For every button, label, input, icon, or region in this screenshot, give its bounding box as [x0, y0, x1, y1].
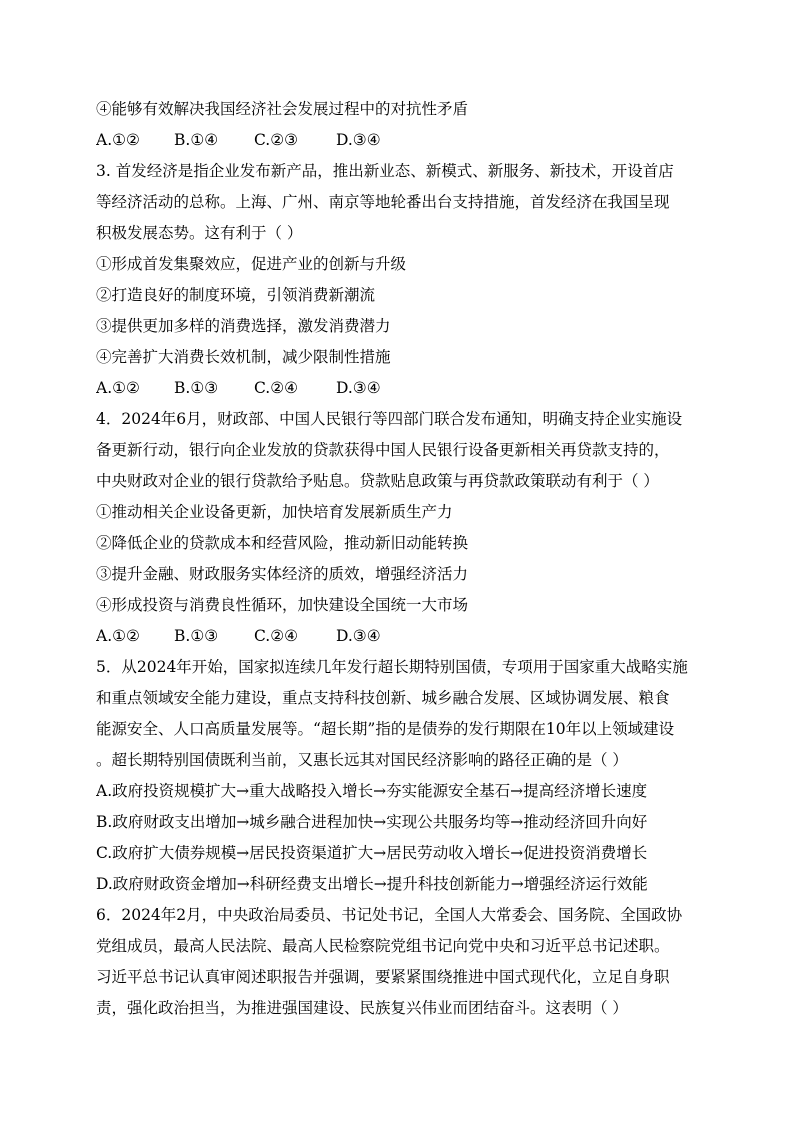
q5-choice-d: D.政府财政资金增加→科研经费支出增长→提升科技创新能力→增强经济运行效能	[96, 875, 648, 893]
q5-stem-line: 能源安全、人口高质量发展等。“超长期”指的是债券的发行期限在10年以上领域建设	[96, 720, 675, 738]
q4-statement: ①推动相关企业设备更新，加快培育发展新质生产力	[96, 503, 453, 521]
q3-statement: ④完善扩大消费长效机制，减少限制性措施	[96, 348, 391, 366]
option-c: C.②④	[254, 379, 299, 397]
q6-stem-line: 习近平总书记认真审阅述职报告并强调，要紧紧围绕推进中国式现代化，立足自身职	[96, 968, 670, 986]
option-a: A.①②	[96, 627, 140, 645]
option-c: C.②③	[254, 131, 299, 149]
option-a: A.①②	[96, 379, 140, 397]
q5-choice-b: B.政府财政支出增加→城乡融合进程加快→实现公共服务均等→推动经济回升向好	[96, 813, 648, 831]
q4-stem-line: 4．2024年6月，财政部、中国人民银行等四部门联合发布通知，明确支持企业实施设	[96, 410, 683, 428]
q5-stem-line: 5．从2024年开始，国家拟连续几年发行超长期特别国债，专项用于国家重大战略实施	[96, 658, 688, 676]
q5-stem-line: 。超长期特别国债既利当前，又惠长远其对国民经济影响的路径正确的是（ ）	[96, 751, 628, 769]
option-d: D.③④	[336, 131, 381, 149]
q3-statement: ②打造良好的制度环境，引领消费新潮流	[96, 286, 376, 304]
q2-options	[96, 125, 700, 156]
q4-statement: ②降低企业的贷款成本和经营风险，推动新旧动能转换	[96, 534, 469, 552]
q6-stem-line: 责，强化政治担当，为推进强国建设、民族复兴伟业而团结奋斗。这表明（ ）	[96, 999, 628, 1017]
option-b: B.①④	[174, 131, 219, 149]
option-d: D.③④	[336, 627, 381, 645]
q3-statement: ③提供更加多样的消费选择，激发消费潜力	[96, 317, 391, 335]
q4-statement: ④形成投资与消费良性循环，加快建设全国统一大市场	[96, 596, 469, 614]
q3-stem-line: 3. 首发经济是指企业发布新产品，推出新业态、新模式、新服务、新技术，开设首店	[96, 162, 674, 180]
option-c: C.②④	[254, 627, 299, 645]
option-b: B.①③	[174, 627, 219, 645]
q3-statement: ①形成首发集聚效应，促进产业的创新与升级	[96, 255, 407, 273]
q5-choice-a: A.政府投资规模扩大→重大战略投入增长→夯实能源安全基石→提高经济增长速度	[96, 782, 648, 800]
option-a: A.①②	[96, 131, 140, 149]
q4-stem-line: 备更新行动，银行向企业发放的贷款获得中国人民银行设备更新相关再贷款支持的，	[96, 441, 670, 459]
page-content	[96, 94, 700, 1024]
q3-options	[96, 373, 700, 404]
q4-options	[96, 621, 700, 652]
option-b: B.①③	[174, 379, 219, 397]
q5-choice-c: C.政府扩大债券规模→居民投资渠道扩大→居民劳动收入增长→促进投资消费增长	[96, 844, 648, 862]
option-d: D.③④	[336, 379, 381, 397]
q2-statement-4: ④能够有效解决我国经济社会发展过程中的对抗性矛盾	[96, 100, 469, 118]
q3-stem-line: 等经济活动的总称。上海、广州、南京等地轮番出台支持措施，首发经济在我国呈现	[96, 193, 670, 211]
q5-stem-line: 和重点领域安全能力建设，重点支持科技创新、城乡融合发展、区域协调发展、粮食	[96, 689, 670, 707]
q4-stem-line: 中央财政对企业的银行贷款给予贴息。贷款贴息政策与再贷款政策联动有利于（ ）	[96, 472, 659, 490]
q3-stem-line: 积极发展态势。这有利于（ ）	[96, 224, 303, 242]
q4-statement: ③提升金融、财政服务实体经济的质效，增强经济活力	[96, 565, 469, 583]
q6-stem-line: 党组成员，最高人民法院、最高人民检察院党组书记向党中央和习近平总书记述职。	[96, 937, 670, 955]
q6-stem-line: 6．2024年2月，中央政治局委员、书记处书记，全国人大常委会、国务院、全国政协	[96, 906, 683, 924]
